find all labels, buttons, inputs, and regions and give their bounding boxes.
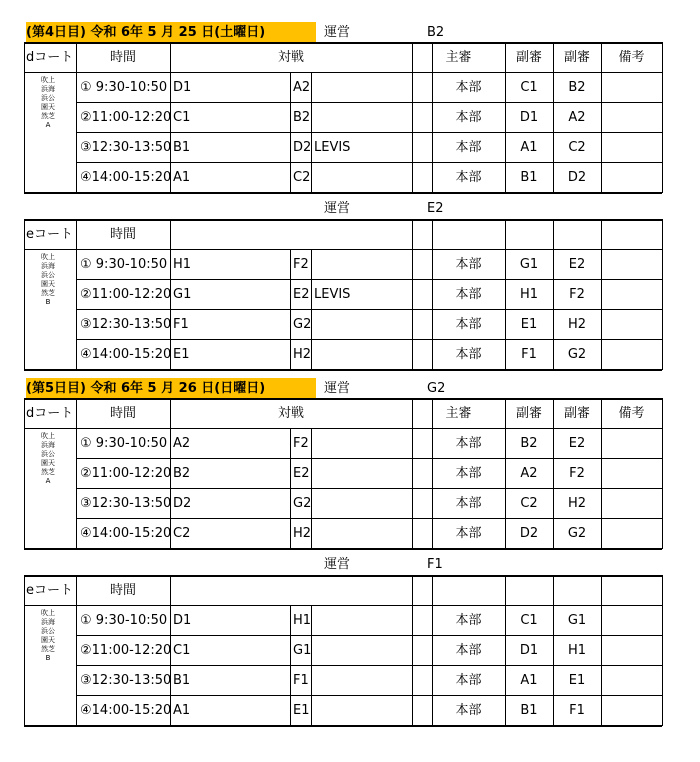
- time-header: 時間: [109, 227, 136, 242]
- grid-line: [662, 398, 663, 549]
- sub-referee-2: H1: [567, 643, 587, 658]
- grid-line: [24, 398, 25, 549]
- sub-referee-1: D1: [519, 643, 539, 658]
- match-time: ① 9:30-10:50: [80, 257, 168, 272]
- sub-referee-1: C1: [520, 613, 538, 628]
- grid-line: [76, 132, 662, 133]
- team-b: F1: [293, 673, 309, 688]
- sub-referee-2: E1: [568, 673, 586, 688]
- sub-referee-2: F2: [569, 287, 585, 302]
- team-a: A1: [173, 703, 191, 718]
- grid-line: [24, 72, 662, 73]
- team-a: E1: [173, 347, 190, 362]
- team-b: G1: [293, 643, 312, 658]
- team-note: LEVIS: [314, 140, 351, 155]
- team-a: D2: [173, 496, 192, 511]
- team-a: B1: [173, 140, 191, 155]
- management-label: 運営: [324, 381, 351, 396]
- grid-line: [662, 42, 663, 193]
- match-time: ① 9:30-10:50: [80, 80, 168, 95]
- grid-line: [76, 398, 77, 549]
- sub-referee-2: F1: [569, 703, 585, 718]
- management-value: E2: [427, 201, 444, 216]
- sub-referee-1: B1: [520, 703, 538, 718]
- grid-line: [412, 42, 413, 193]
- management-value: B2: [427, 25, 445, 40]
- grid-line: [76, 279, 662, 280]
- team-b: E1: [293, 703, 310, 718]
- team-a: G1: [173, 287, 192, 302]
- grid-line: [76, 458, 662, 459]
- referee: 本部: [455, 496, 482, 511]
- match-time: ③12:30-13:50: [80, 496, 172, 511]
- court-label: dコート: [26, 406, 74, 421]
- time-header: 時間: [109, 583, 136, 598]
- grid-line: [601, 575, 602, 726]
- referee: 本部: [455, 466, 482, 481]
- remarks-header: 備考: [618, 50, 645, 65]
- team-a: C1: [173, 643, 191, 658]
- grid-line: [24, 369, 662, 371]
- grid-line: [601, 42, 602, 193]
- grid-line: [24, 398, 662, 400]
- team-a: B2: [173, 466, 191, 481]
- sub-referee-2: F2: [569, 466, 585, 481]
- match-time: ④14:00-15:20: [80, 170, 172, 185]
- referee: 本部: [455, 317, 482, 332]
- sub-referee-1: F1: [521, 347, 537, 362]
- team-b: H1: [293, 613, 312, 628]
- sub-referee-2: E2: [568, 436, 586, 451]
- team-a: B1: [173, 673, 191, 688]
- grid-line: [76, 695, 662, 696]
- grid-line: [76, 575, 77, 726]
- sub-referee-header: 副審: [515, 50, 542, 65]
- sub-referee-1: E1: [520, 317, 538, 332]
- grid-line: [76, 518, 662, 519]
- referee: 本部: [455, 257, 482, 272]
- sub-referee-2: H2: [567, 317, 587, 332]
- grid-line: [24, 605, 662, 606]
- venue-label: 吹上浜海浜公園天然芝A: [41, 432, 55, 485]
- management-value: F1: [427, 557, 443, 572]
- match-time: ③12:30-13:50: [80, 317, 172, 332]
- grid-line: [412, 398, 413, 549]
- referee: 本部: [455, 526, 482, 541]
- match-header: 対戦: [277, 50, 304, 65]
- sub-referee-2: G2: [567, 347, 587, 362]
- team-b: F2: [293, 257, 309, 272]
- team-b: E2: [293, 466, 310, 481]
- sub-referee-2: G1: [567, 613, 587, 628]
- grid-line: [24, 548, 662, 550]
- sub-referee-1: H1: [519, 287, 539, 302]
- grid-line: [662, 219, 663, 370]
- match-time: ④14:00-15:20: [80, 526, 172, 541]
- sub-referee-2: C2: [568, 140, 586, 155]
- referee: 本部: [455, 703, 482, 718]
- sub-referee-1: G1: [519, 257, 539, 272]
- sub-referee-2: H2: [567, 496, 587, 511]
- grid-line: [24, 725, 662, 727]
- grid-line: [76, 162, 662, 163]
- management-label: 運営: [324, 201, 351, 216]
- sub-referee-2: G2: [567, 526, 587, 541]
- grid-line: [24, 42, 25, 193]
- grid-line: [76, 488, 662, 489]
- team-b: E2: [293, 287, 310, 302]
- time-header: 時間: [109, 406, 136, 421]
- match-time: ③12:30-13:50: [80, 673, 172, 688]
- sub-referee-1: B2: [520, 436, 538, 451]
- remarks-header: 備考: [618, 406, 645, 421]
- team-b: C2: [293, 170, 311, 185]
- grid-line: [76, 665, 662, 666]
- time-header: 時間: [109, 50, 136, 65]
- grid-line: [24, 219, 662, 221]
- match-time: ④14:00-15:20: [80, 703, 172, 718]
- grid-line: [412, 575, 413, 726]
- referee: 本部: [455, 140, 482, 155]
- sub-referee-2: A2: [568, 110, 586, 125]
- team-a: D1: [173, 80, 192, 95]
- match-time: ③12:30-13:50: [80, 140, 172, 155]
- sub-referee-header: 副審: [515, 406, 542, 421]
- team-a: C1: [173, 110, 191, 125]
- grid-line: [76, 309, 662, 310]
- grid-line: [601, 219, 602, 370]
- team-a: A1: [173, 170, 191, 185]
- venue-label: 吹上浜海浜公園天然芝B: [41, 609, 55, 662]
- grid-line: [412, 219, 413, 370]
- grid-line: [24, 575, 662, 577]
- grid-line: [662, 575, 663, 726]
- sub-referee-1: D2: [519, 526, 539, 541]
- referee: 本部: [455, 673, 482, 688]
- referee: 本部: [455, 110, 482, 125]
- team-a: D1: [173, 613, 192, 628]
- team-a: C2: [173, 526, 191, 541]
- match-time: ① 9:30-10:50: [80, 613, 168, 628]
- referee: 本部: [455, 436, 482, 451]
- grid-line: [24, 575, 25, 726]
- court-label: eコート: [26, 227, 73, 242]
- referee-header: 主審: [445, 406, 472, 421]
- match-time: ②11:00-12:20: [80, 643, 172, 658]
- grid-line: [24, 249, 662, 250]
- team-b: H2: [293, 347, 312, 362]
- day-title: (第4日目) 令和 6年 5 月 25 日(土曜日): [26, 25, 266, 40]
- court-label: dコート: [26, 50, 74, 65]
- sub-referee-header: 副審: [563, 406, 590, 421]
- team-a: A2: [173, 436, 191, 451]
- sub-referee-1: B1: [520, 170, 538, 185]
- grid-line: [24, 42, 662, 44]
- match-time: ②11:00-12:20: [80, 466, 172, 481]
- team-b: D2: [293, 140, 312, 155]
- match-header: 対戦: [277, 406, 304, 421]
- sub-referee-1: A1: [520, 140, 538, 155]
- referee: 本部: [455, 80, 482, 95]
- referee-header: 主審: [445, 50, 472, 65]
- sub-referee-2: B2: [568, 80, 586, 95]
- team-a: F1: [173, 317, 189, 332]
- grid-line: [76, 219, 77, 370]
- referee: 本部: [455, 613, 482, 628]
- venue-label: 吹上浜海浜公園天然芝A: [41, 76, 55, 129]
- grid-line: [76, 635, 662, 636]
- sub-referee-header: 副審: [563, 50, 590, 65]
- court-label: eコート: [26, 583, 73, 598]
- grid-line: [24, 219, 25, 370]
- team-note: LEVIS: [314, 287, 351, 302]
- sub-referee-1: C1: [520, 80, 538, 95]
- sub-referee-1: D1: [519, 110, 539, 125]
- team-b: B2: [293, 110, 311, 125]
- team-b: G2: [293, 317, 312, 332]
- grid-line: [76, 102, 662, 103]
- team-b: F2: [293, 436, 309, 451]
- team-b: G2: [293, 496, 312, 511]
- sub-referee-1: C2: [520, 496, 538, 511]
- grid-line: [24, 192, 662, 194]
- match-time: ②11:00-12:20: [80, 287, 172, 302]
- match-time: ④14:00-15:20: [80, 347, 172, 362]
- match-time: ① 9:30-10:50: [80, 436, 168, 451]
- match-time: ②11:00-12:20: [80, 110, 172, 125]
- grid-line: [76, 339, 662, 340]
- referee: 本部: [455, 170, 482, 185]
- sub-referee-1: A1: [520, 673, 538, 688]
- management-label: 運営: [324, 25, 351, 40]
- management-value: G2: [427, 381, 446, 396]
- team-b: A2: [293, 80, 311, 95]
- grid-line: [24, 428, 662, 429]
- grid-line: [76, 42, 77, 193]
- referee: 本部: [455, 287, 482, 302]
- venue-label: 吹上浜海浜公園天然芝B: [41, 253, 55, 306]
- day-title: (第5日目) 令和 6年 5 月 26 日(日曜日): [26, 381, 266, 396]
- referee: 本部: [455, 347, 482, 362]
- team-b: H2: [293, 526, 312, 541]
- team-a: H1: [173, 257, 192, 272]
- management-label: 運営: [324, 557, 351, 572]
- sub-referee-2: D2: [567, 170, 587, 185]
- referee: 本部: [455, 643, 482, 658]
- sub-referee-1: A2: [520, 466, 538, 481]
- grid-line: [601, 398, 602, 549]
- sub-referee-2: E2: [568, 257, 586, 272]
